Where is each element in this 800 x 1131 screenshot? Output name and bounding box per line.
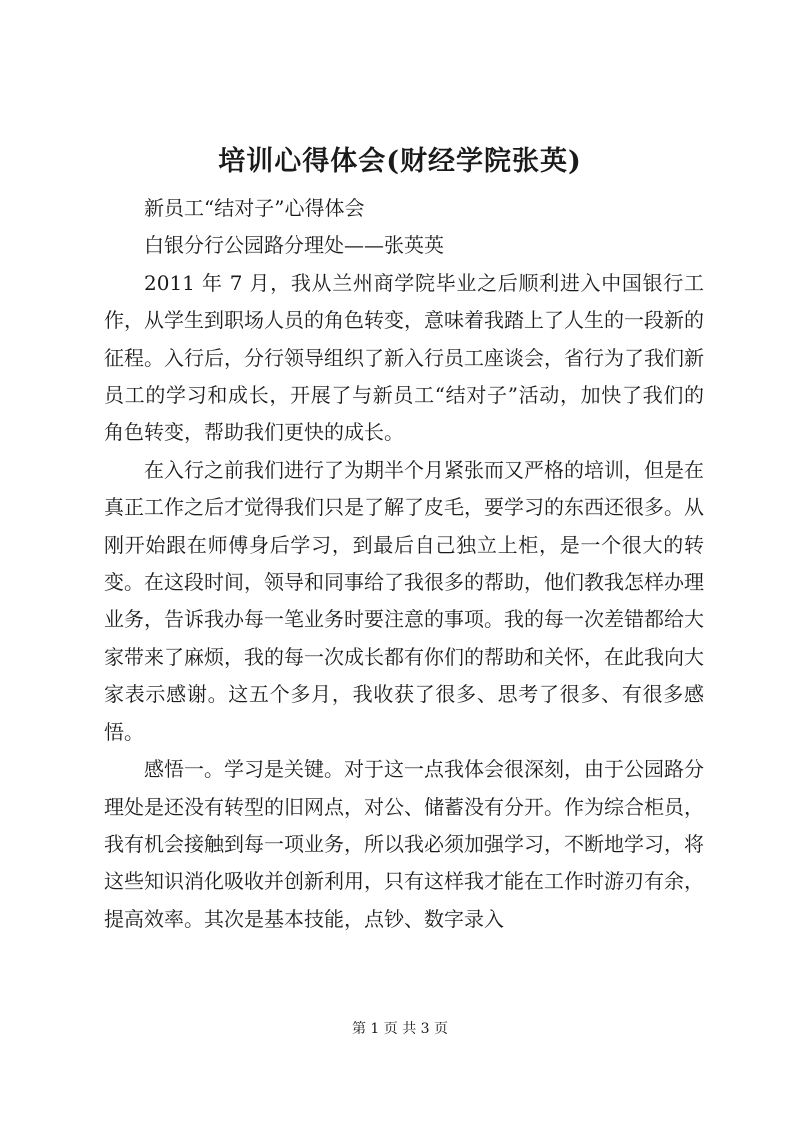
page-footer: 第 1 页 共 3 页 xyxy=(351,1021,449,1037)
author-paragraph: 白银分行公园路分理处——张英英 xyxy=(144,233,444,258)
document-body xyxy=(104,190,704,938)
subtitle-paragraph: 新员工“结对子”心得体会 xyxy=(144,196,365,220)
body-paragraph: 在入行之前我们进行了为期半个月紧张而又严格的培训，但是在真正工作之后才觉得我们只是了解了皮毛，要学习的东西还很多。从刚开始跟在师傅身后学习，到最后自己独立上柜，是一个很大的转变。在这段时间，领导和同事给了我很多的帮助，他们教我怎样办理业务，告诉我办每一笔业务时要注意的事项。我的每一次差错都给大家带来了麻烦，我的每一次成长都有你们的帮助和关怀，在此我向大家表示感谢。这五个多月，我收获了很多、思考了很多、有很多感悟。 xyxy=(104,457,704,744)
document-title: 培训心得体会(财经学院张英) xyxy=(218,146,582,177)
body-paragraph: 感悟一。学习是关键。对于这一点我体会很深刻，由于公园路分理处是还没有转型的旧网点，对公、储蓄没有分开。作为综合柜员，我有机会接触到每一项业务，所以我必须加强学习，不断地学习，将这些知识消化吸收并创新利用，只有这样我才能在工作时游刃有余，提高效率。其次是基本技能，点钞、数字录入 xyxy=(104,757,704,931)
body-paragraph: 2011 年 7 月，我从兰州商学院毕业之后顺利进入中国银行工作，从学生到职场人员的角色转变，意味着我踏上了人生的一段新的征程。入行后，分行领导组织了新入行员工座谈会，省行为了我们新员工的学习和成长，开展了与新员工“结对子”活动，加快了我们的角色转变，帮助我们更快的成长。 xyxy=(104,270,704,445)
